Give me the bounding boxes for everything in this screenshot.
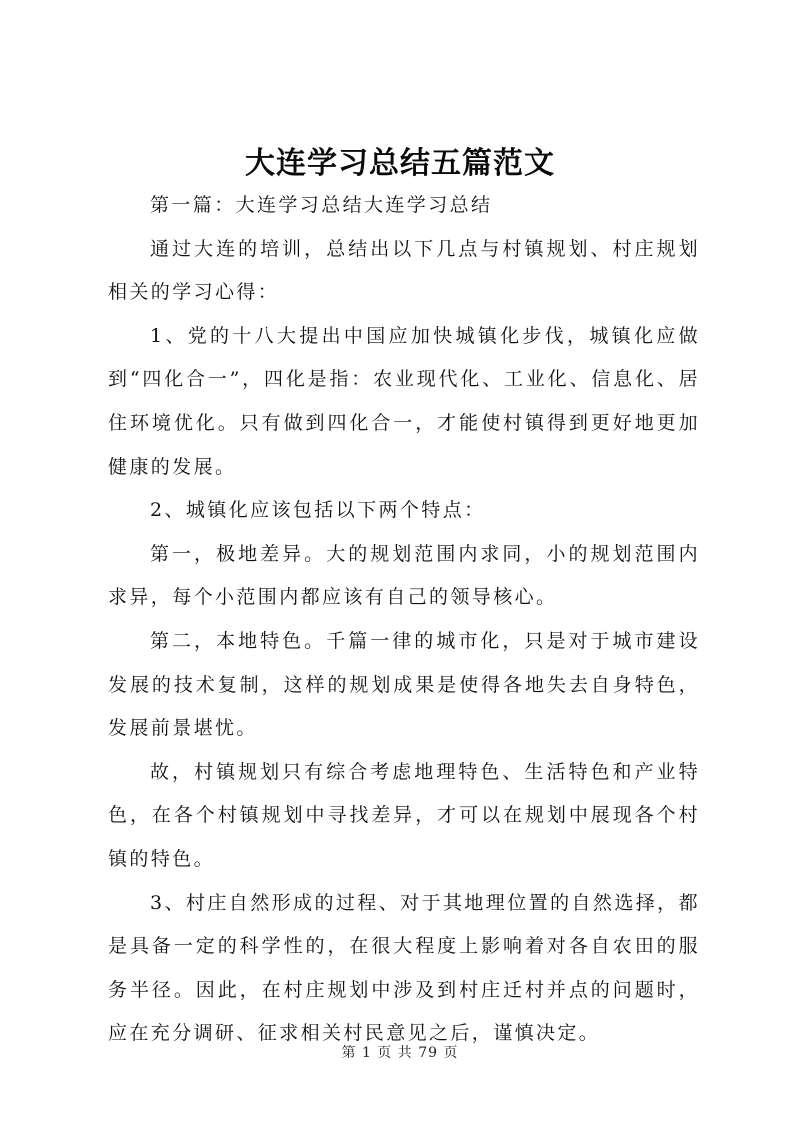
paragraph-intro: 通过大连的培训，总结出以下几点与村镇规划、村庄规划相关的学习心得： [108,237,700,304]
paragraph-feature-2: 第二，本地特色。千篇一律的城市化，只是对于城市建设发展的技术复制，这样的规划成果是使得各地失去自身特色，发展前景堪忧。 [108,629,700,740]
document-title: 大连学习总结五篇范文 [245,146,555,181]
document-body [108,184,700,1056]
paragraph-point-3: 3、村庄自然形成的过程、对于其地理位置的自然选择，都是具备一定的科学性的，在很大程度上影响着对各自农田的服务半径。因此，在村庄规划中涉及到村庄迁村并点的问题时，应在充分调研、征求相关村民意见之后，谨慎决定。 [108,891,700,1045]
paragraph-point-1: 1、党的十八大提出中国应加快城镇化步伐，城镇化应做到“四化合一”，四化是指：农业现代化、工业化、信息化、居住环境优化。只有做到四化合一，才能使村镇得到更好地更加健康的发展。 [108,324,700,478]
page-number-footer: 第 1 页 共 79 页 [341,1045,459,1061]
paragraph-section-heading: 第一篇：大连学习总结大连学习总结 [150,194,493,216]
paragraph-conclusion: 故，村镇规划只有综合考虑地理特色、生活特色和产业特色，在各个村镇规划中寻找差异，才可以在规划中展现各个村镇的特色。 [108,760,700,870]
paragraph-point-2: 2、城镇化应该包括以下两个特点： [150,499,486,522]
paragraph-feature-1: 第一，极地差异。大的规划范围内求同，小的规划范围内求异，每个小范围内都应该有自己的领导核心。 [108,542,700,609]
